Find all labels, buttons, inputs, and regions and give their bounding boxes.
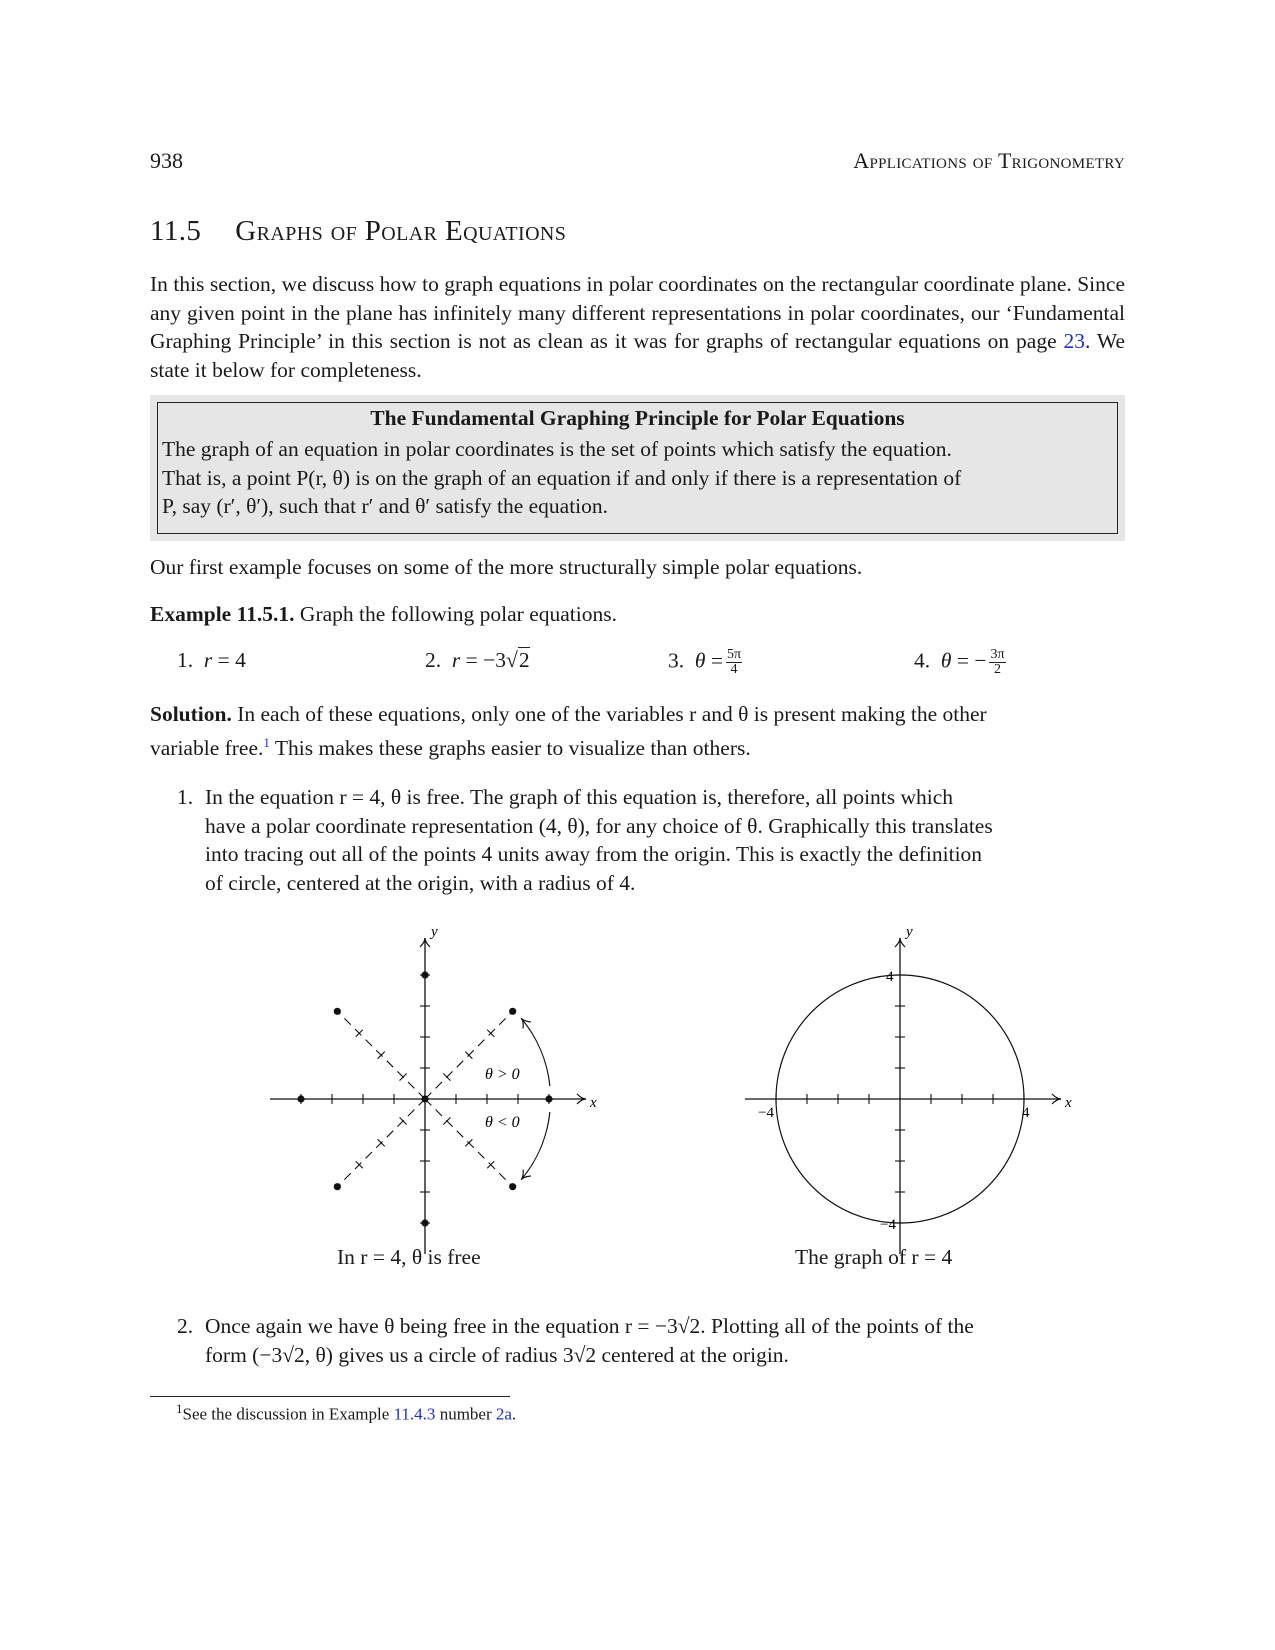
equation-lhs: r (203, 648, 213, 672)
data-point (334, 1008, 341, 1015)
footnote-mark: 1 (176, 1401, 183, 1416)
tick-label: 4 (1022, 1105, 1030, 1121)
data-point (421, 1219, 428, 1226)
section-name: Graphs of Polar Equations (235, 215, 567, 247)
footnote-text: . (511, 1404, 517, 1424)
equation-rhs: 4 (235, 648, 246, 672)
example-prompt: Graph the following polar equations. (299, 602, 617, 626)
item-number: 2. (177, 1314, 194, 1338)
equation-rhs: −3 (483, 648, 507, 672)
example-link[interactable]: 11.4.3 (393, 1404, 436, 1424)
item-line: Once again we have θ being free in the equation r = −3√2. Plotting all of the points of the (205, 1314, 974, 1338)
theta-negative-arrow (521, 1112, 550, 1180)
intro-text: In this section, we discuss how to graph equations in polar coordinates on the rectangular coordinate plane. Since any given point in the plane has infinitely many different representations in polar coordinates, our ‘Fundamental Graphing Principle’ in this section is not as clean as it was for graphs of rectangular equations on page (150, 272, 1125, 353)
intro-text-end: . We state it below for completeness. (150, 329, 1125, 382)
section-number: 11.5 (150, 215, 202, 247)
equation-3: 3. θ = $\frac{5\pi}{4}$ (668, 647, 742, 677)
footnote (176, 1401, 516, 1425)
equation-1: 1. r = 4 (177, 648, 246, 672)
item-line: have a polar coordinate representation (4, θ), for any choice of θ. Graphically this translates (205, 813, 993, 838)
equation-lhs: θ (940, 648, 952, 673)
equation-4: 4. θ = − $\frac{3\pi}{2}$ (914, 647, 1005, 677)
running-title: Applications of Trigonometry (853, 148, 1125, 173)
data-point (334, 1183, 341, 1190)
page-number: 938 (150, 148, 183, 173)
page-link[interactable]: 23 (1063, 329, 1086, 353)
denominator: 4 (730, 662, 738, 677)
dashed-ray (338, 1012, 425, 1099)
principle-line: P, say (r′, θ′), such that r′ and θ′ satisfy the equation. (162, 494, 609, 518)
equation-number: 4. (914, 648, 931, 673)
x-axis-label: x (1065, 1095, 1072, 1111)
equation-sign: − (974, 648, 987, 673)
tick-label: −4 (880, 1217, 896, 1233)
data-point (509, 1183, 516, 1190)
solution-label: Solution. (150, 702, 232, 726)
data-point (297, 1095, 304, 1102)
item-line: form (−3√2, θ) gives us a circle of radius 3√2 centered at the origin. (205, 1342, 789, 1367)
footnote-text: See the discussion in Example (182, 1404, 394, 1424)
solution-text: In each of these equations, only one of the variables r and θ is present making the other (237, 702, 987, 726)
x-axis-label: x (590, 1095, 597, 1111)
data-point (421, 1095, 428, 1102)
item-number: 1. (177, 785, 194, 809)
theta-positive-arrow (521, 1018, 550, 1086)
data-point (545, 1095, 552, 1102)
equation-lhs: θ (694, 648, 706, 673)
example-label: Example 11.5.1. (150, 602, 295, 626)
theta-positive-label: θ > 0 (485, 1066, 520, 1083)
equation-number: 2. (425, 648, 442, 672)
equation-lhs: r (451, 648, 461, 672)
figure-left (270, 938, 586, 1254)
item-line: of circle, centered at the origin, with a radius of 4. (205, 870, 636, 895)
theta-negative-label: θ < 0 (485, 1114, 520, 1131)
equation-number: 3. (668, 648, 685, 673)
data-point (421, 971, 428, 978)
numerator: 3π (990, 647, 1005, 662)
equation-radicand: 2 (518, 648, 530, 672)
numerator: 5π (726, 647, 742, 662)
denominator: 2 (994, 662, 1001, 677)
equation-2: 2. r = −3√2 (425, 648, 530, 672)
dashed-ray (425, 1012, 512, 1099)
y-axis-label: y (431, 924, 438, 940)
solution-text: variable free. (150, 735, 264, 760)
item-line: In the equation r = 4, θ is free. The graph of this equation is, therefore, all points which (205, 785, 954, 809)
solution-text: This makes these graphs easier to visualize than others. (269, 735, 751, 760)
figure-right (745, 938, 1061, 1254)
tick-label: 4 (886, 969, 894, 985)
principle-line: That is, a point P(r, θ) is on the graph of an equation if and only if there is a representation of (162, 465, 962, 490)
dashed-ray (425, 1099, 512, 1186)
principle-line: The graph of an equation in polar coordinates is the set of points which satisfy the equation. (162, 437, 952, 461)
item-link[interactable]: 2a (495, 1404, 512, 1424)
principle-title: The Fundamental Graphing Principle for Polar Equations (370, 406, 905, 430)
item-line: into tracing out all of the points 4 units away from the origin. This is exactly the definition (205, 842, 983, 866)
footnote-rule (150, 1396, 510, 1397)
item-2-text (205, 1312, 1125, 1369)
first-example-intro: Our first example focuses on some of the more structurally simple polar equations. (150, 555, 863, 579)
equation-number: 1. (177, 648, 194, 672)
data-point (509, 1008, 516, 1015)
figure-left-caption: In r = 4, θ is free (337, 1245, 481, 1269)
figure-right-caption: The graph of r = 4 (795, 1245, 953, 1269)
dashed-ray (338, 1099, 425, 1186)
tick-label: −4 (758, 1105, 774, 1121)
footnote-text: number (435, 1404, 496, 1424)
y-axis-label: y (906, 924, 913, 940)
footnote-ref[interactable]: 1 (263, 734, 270, 750)
